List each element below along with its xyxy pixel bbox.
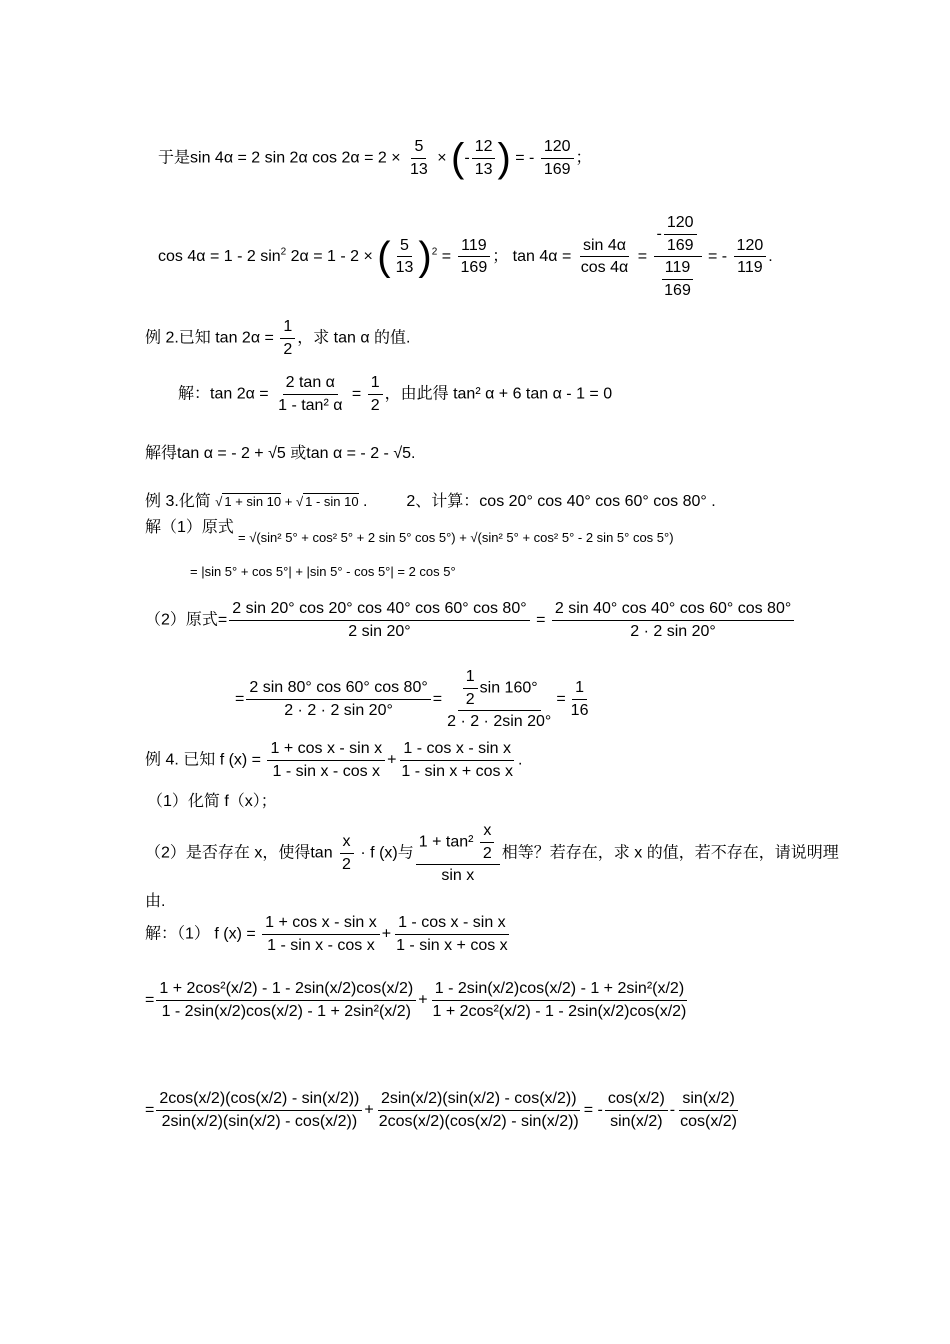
expr: cos 4α = 1 - 2 sin <box>158 247 281 265</box>
fraction: $\frac{12}{13}$ <box>472 136 496 180</box>
fraction: $\frac{\text{1 + cos x - sin x}}{\text{1 - sin x - cos x}}$ <box>262 912 380 956</box>
solution-3-2-cont: = $\frac{2 \sin 80^\circ \cos 60^\circ \cos 80^\circ}{2 \cdot 2 \cdot 2 \sin 20^\circ}$ = $\frac{1}{2}$ sin 160° 2 · 2 · 2sin 20° = $\frac{1}{16}$ <box>235 666 593 733</box>
fraction: $\frac{1}{2}$ <box>280 316 295 360</box>
fraction: $\frac{\text{2 tan α}}{\text{1 - tan² α}}$ <box>278 374 343 414</box>
compound-fraction: - $\frac{120}{169}$ $\frac{119}{169}$ <box>654 212 702 301</box>
solution-3-2: （2）原式= $\frac{2 \sin 20^\circ \cos 20^\circ \cos 40^\circ \cos 60^\circ \cos 80^\circ}{2 \sin 20^\circ}$ = $\frac{2 \sin 40^\circ \cos 40^\circ \cos 60^\circ \cos 80^\circ}{2 \cdot 2 \sin 20^\circ}$ <box>145 598 796 642</box>
solution-3-1-line-2: = |sin 5° + cos 5°| + |sin 5° - cos 5°| = 2 cos 5° <box>190 564 456 579</box>
fraction: $\frac{\text{1 - 2sin(x/2)cos(x/2) - 1 + 2sin²(x/2)}}{\text{1 + 2cos²(x/2) - 1 - 2sin(x/2)cos(x/2)}}$ <box>432 980 687 1020</box>
fraction: $\frac{5}{13}$ <box>395 236 414 277</box>
solution-2-result: 解得tan α = - 2 + √5 或tan α = - 2 - √5. <box>145 445 416 462</box>
task-text: 2、计算： <box>406 493 480 510</box>
line-1: 于是sin 4α = 2 sin 2α cos 2α = 2 × $\frac{5}{13}$ × (- $\frac{12}{13}$ ) = - $\frac{120}{169}$ ； <box>158 136 592 181</box>
line-2: cos 4α = 1 - 2 $\sin^2 2\alpha = 1 - 2$ × ( $\frac{5}{13}$ )$^2$ = $\frac{119}{169}$ ； tan 4α = $\frac{\sin 4\alpha}{\cos 4\alpha}$ = - $\frac{120}{169}$ $\frac{119}{169}$ = - $\frac{120}{119}$ . <box>158 212 773 301</box>
fraction: $\frac{\sin(x/2)}{\cos(x/2)}$ <box>680 1090 738 1130</box>
fraction: $\frac{120}{119}$ <box>734 235 767 279</box>
fraction: $\frac{119}{169}$ <box>458 235 491 279</box>
fraction: $\frac{120}{169}$ <box>541 136 574 180</box>
fraction: $\frac{1}{2}$ sin 160° 2 · 2 · 2sin 20° <box>447 668 552 731</box>
solution-4: 解：（1） f (x) = $\frac{\text{1 + cos x - sin x}}{\text{1 - sin x - cos x}}$ + $\frac{\text{1 - cos x - sin x}}{\text{1 - sin x + cos x}}$ <box>145 912 513 956</box>
example-2: 例 2.已知 tan 2α = $\frac{1}{2}$ ，求 tan α 的值. <box>145 316 411 360</box>
solution-3-1 <box>145 514 234 537</box>
problem-text: 例 4. 已知 <box>145 751 220 769</box>
question-2-end: 由. <box>145 893 166 910</box>
solution-4-line-2: = $\frac{2\cos(x/2)(\cos(x/2) - \sin(x/2))}{2\sin(x/2)(\sin(x/2) - \cos(x/2))}$ + $\frac{2\sin(x/2)(\sin(x/2) - \cos(x/2))}{2\cos(x/2)(\cos(x/2) - \sin(x/2))}$ = - $\frac{\cos(x/2)}{\sin(x/2)}$ - $\frac{\sin(x/2)}{\cos(x/2)}$ <box>145 1088 742 1132</box>
example-4: 例 4. 已知 f (x) = $\frac{\text{1 + cos x - sin x}}{\text{1 - sin x - cos x}}$ + $\frac{\text{1 - cos x - sin x}}{\text{1 - sin x + cos x}}$ . <box>145 738 522 782</box>
fraction: $\frac{\sin 4\alpha}{\cos 4\alpha}$ <box>580 236 629 277</box>
lead-text: 解得 <box>145 445 178 462</box>
solution-2: 解：tan 2α = $\frac{\text{2 tan α}}{\text{1 - tan² α}}$ = $\frac{1}{2}$ ，由此得 tan² α + 6 tan α - 1 = 0 <box>178 372 612 416</box>
lead-text: 解：（1） <box>145 925 210 943</box>
lead-text: 解： <box>178 385 211 403</box>
expr: sin 4α = 2 sin 2α cos 2α = 2 × <box>190 149 405 167</box>
example-3: 例 3.化简 √ 1 + sin 10 + √ 1 - sin 10 . 2、计算：cos 20° cos 40° cos 60° cos 80° . <box>145 493 716 510</box>
question-2: （2）是否存在 x，使得tan $\frac{x}{2}$ · f (x)与 1 + tan² $\frac{x}{2}$ sin x 相等？若存在，求 x 的值，若不存在，请说明理 <box>145 820 839 887</box>
lead-text: （2）原式= <box>145 611 228 629</box>
problem-text: 例 2.已知 tan 2α = <box>145 329 279 347</box>
fraction: $\frac{2 \sin 20^\circ \cos 20^\circ \cos 40^\circ \cos 60^\circ \cos 80^\circ}{2 \sin 20^\circ}$ <box>229 598 529 642</box>
fraction: $\frac{2 \sin 40^\circ \cos 40^\circ \cos 60^\circ \cos 80^\circ}{2 \cdot 2 \sin 20^\circ}$ <box>552 598 794 642</box>
fraction: $\frac{5}{13}$ <box>410 138 428 178</box>
problem-text: 例 3.化简 <box>145 493 211 510</box>
fraction: $\frac{\text{1 + 2cos²(x/2) - 1 - 2sin(x/2)cos(x/2)}}{\text{1 - 2sin(x/2)cos(x/2) - 1 + 2sin²(x/2)}}$ <box>156 978 416 1022</box>
solution-4-line-1: = $\frac{\text{1 + 2cos²(x/2) - 1 - 2sin(x/2)cos(x/2)}}{\text{1 - 2sin(x/2)cos(x/2) - 1 + 2sin²(x/2)}}$ + $\frac{\text{1 - 2sin(x/2)cos(x/2) - 1 + 2sin²(x/2)}}{\text{1 + 2cos²(x/2) - 1 - 2sin(x/2)cos(x/2)}}$ <box>145 978 691 1022</box>
lead-text: 解（1）原式 <box>145 519 234 536</box>
question-1: （1）化简 f（x）； <box>147 793 277 810</box>
fraction: $\frac{2\sin(x/2)(\sin(x/2) - \cos(x/2))}{2\cos(x/2)(\cos(x/2) - \sin(x/2))}$ <box>378 1090 579 1130</box>
fraction: $\frac{\text{1 + cos x - sin x}}{\text{1 - sin x - cos x}}$ <box>267 738 385 782</box>
lead-text: 于是 <box>158 149 191 167</box>
fraction: $\frac{\text{1 - cos x - sin x}}{\text{1 - sin x + cos x}}$ <box>396 914 508 954</box>
solution-3-1-line-1: = √(sin² 5° + cos² 5° + 2 sin 5° cos 5°) + √(sin² 5° + cos² 5° - 2 sin 5° cos 5°) <box>238 530 674 545</box>
fraction: $\frac{\text{1 - cos x - sin x}}{\text{1 - sin x + cos x}}$ <box>401 740 513 780</box>
fraction: $\frac{1}{16}$ <box>570 679 589 719</box>
fraction: $\frac{2 \sin 80^\circ \cos 60^\circ \cos 80^\circ}{2 \cdot 2 \cdot 2 \sin 20^\circ}$ <box>246 677 430 721</box>
fraction: $\frac{\cos(x/2)}{\sin(x/2)}$ <box>605 1088 668 1132</box>
fraction: 1 + tan² $\frac{x}{2}$ sin x <box>416 820 500 887</box>
fraction: $\frac{1}{2}$ <box>368 372 383 416</box>
fraction: $\frac{2\cos(x/2)(\cos(x/2) - \sin(x/2))}{2\sin(x/2)(\sin(x/2) - \cos(x/2))}$ <box>156 1088 362 1132</box>
